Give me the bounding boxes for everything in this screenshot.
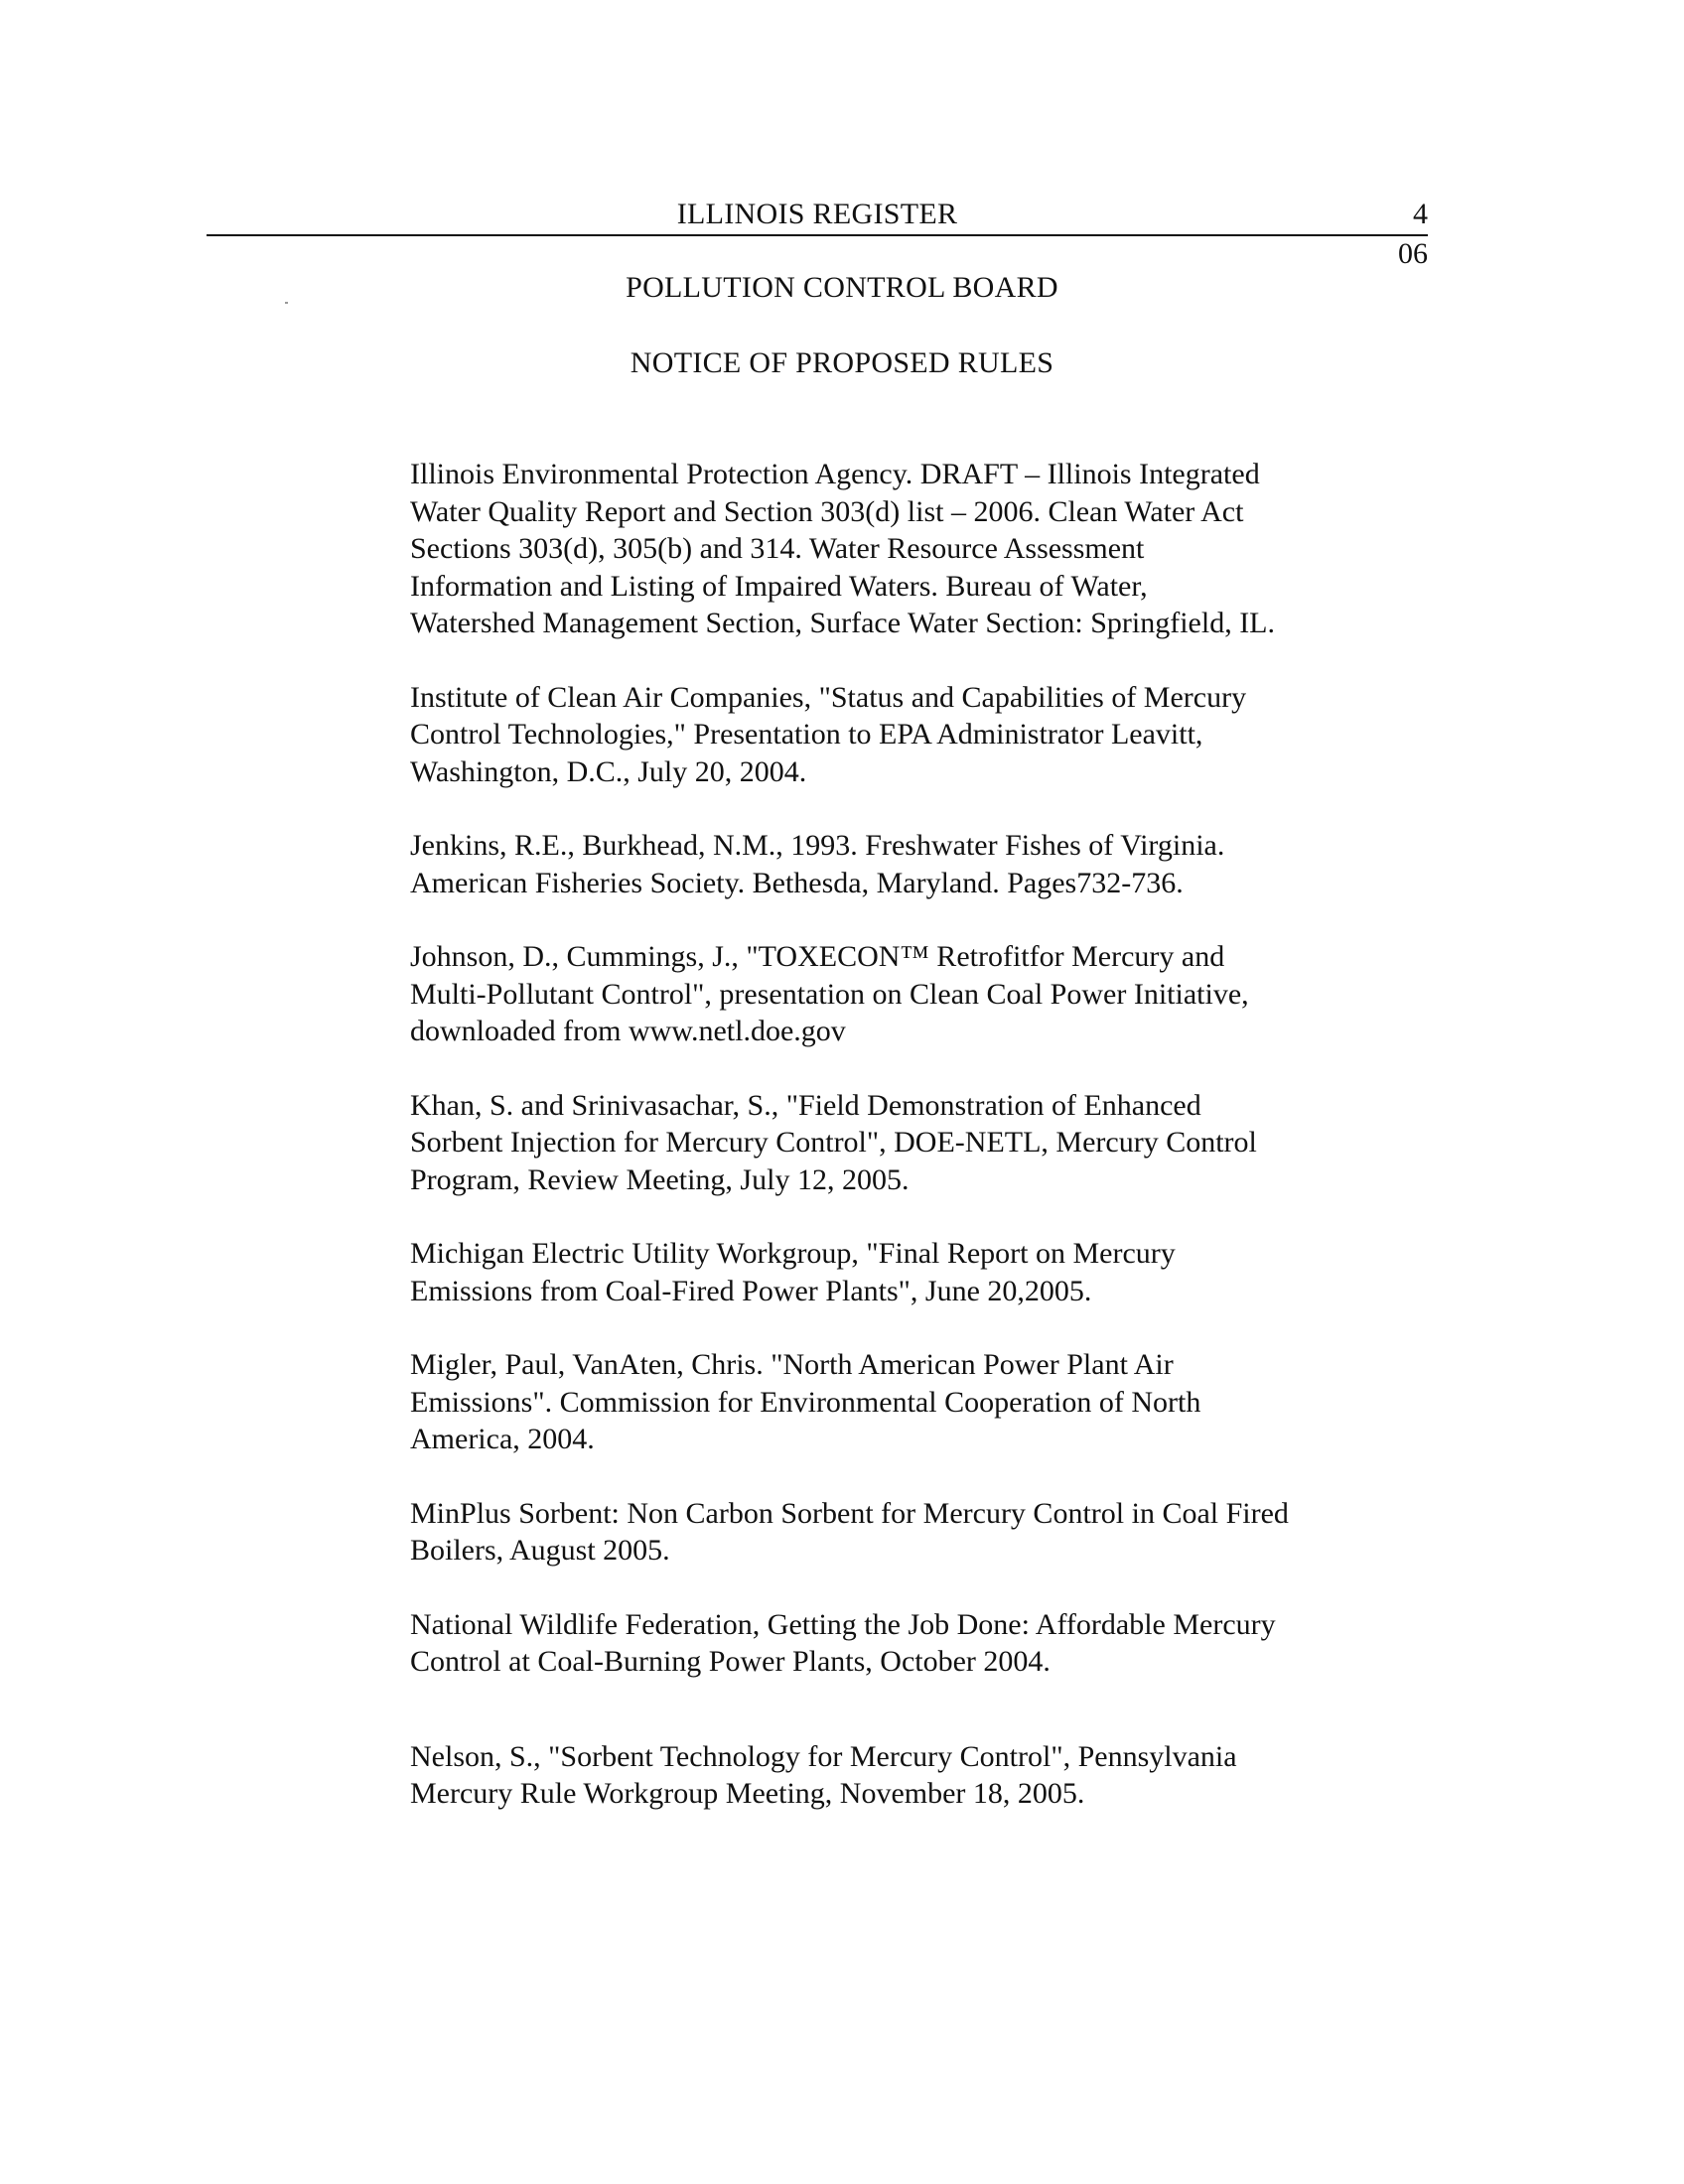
reference-entry: Nelson, S., "Sorbent Technology for Mercury Control", Pennsylvania Mercury Rule Workgroup Meeting, November 18, 2005. [410,1739,1237,1810]
reference-entry: National Wildlife Federation, Getting the Job Done: Affordable Mercury Control at Coal-Burning Power Plants, October 2004. [410,1607,1276,1678]
reference-entry: Illinois Environmental Protection Agency. DRAFT – Illinois Integrated Water Quality Report and Section 303(d) list – 2006. Clean Water Act Sections 303(d), 305(b) and 314. Water Resource Assessment Information and Listing of Impaired Waters. Bureau of Water, Watershed Management Section, Surface Water Section: Springfield, IL. [410,458,1276,639]
reference-entry: Institute of Clean Air Companies, "Status and Capabilities of Mercury Control Technologies," Presentation to EPA Administrator Leavitt, Washington, D.C., July 20, 2004. [410,680,1247,788]
reference-entry: Jenkins, R.E., Burkhead, N.M., 1993. Freshwater Fishes of Virginia. American Fisheries Society. Bethesda, Maryland. Pages732-736. [410,829,1225,899]
register-header [207,197,1428,240]
reference-entry: Michigan Electric Utility Workgroup, "Final Report on Mercury Emissions from Coal-Fired Power Plants", June 20,2005. [410,1237,1176,1307]
agency-heading: POLLUTION CONTROL BOARD [626,271,1058,304]
notice-heading: NOTICE OF PROPOSED RULES [630,346,1054,379]
reference-entry: Johnson, D., Cummings, J., "TOXECON™ Retrofitfor Mercury and Multi-Pollutant Control", presentation on Clean Coal Power Initiative, downloaded from www.netl.doe.gov [410,940,1249,1047]
header-rule [207,234,1428,236]
register-title: ILLINOIS REGISTER [676,198,958,230]
page-number-suffix: 06 [1398,237,1428,270]
reference-entry: Migler, Paul, VanAten, Chris. "North American Power Plant Air Emissions". Commission for Environmental Cooperation of North America, 2004. [410,1348,1201,1455]
reference-entry: MinPlus Sorbent: Non Carbon Sorbent for Mercury Control in Coal Fired Boilers, August 2005. [410,1496,1289,1567]
reference-list [410,456,1403,1849]
page-number: 4 [1413,198,1428,230]
reference-entry: Khan, S. and Srinivasachar, S., "Field Demonstration of Enhanced Sorbent Injection for Mercury Control", DOE-NETL, Mercury Control Program, Review Meeting, July 12, 2005. [410,1088,1257,1196]
